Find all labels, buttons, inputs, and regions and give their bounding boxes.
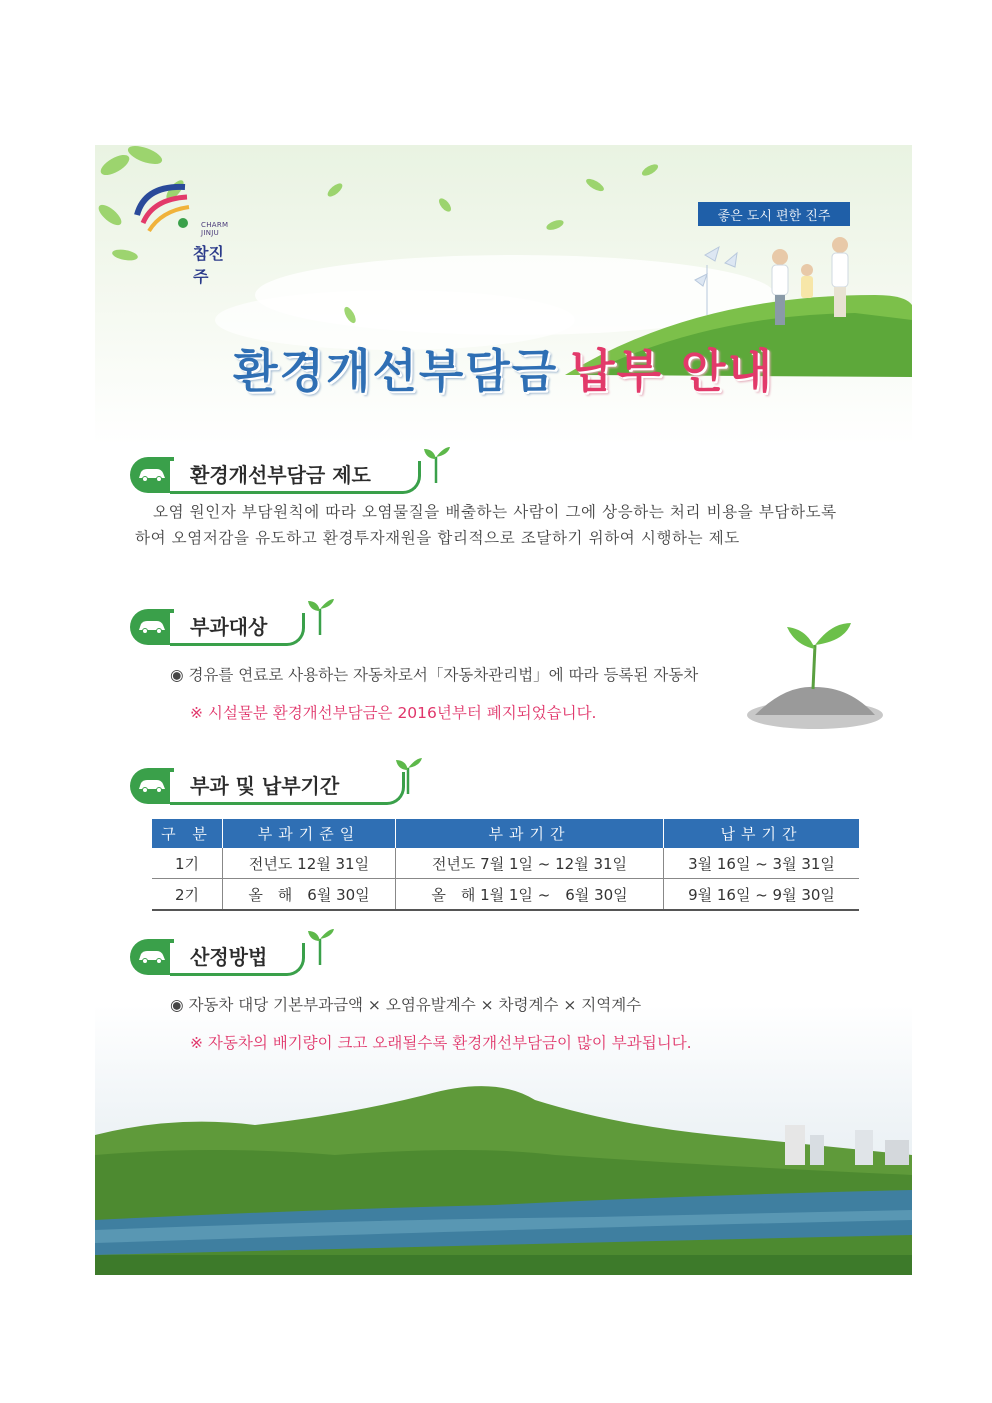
method-bullet: ◉ 자동차 대당 기본부과금액 × 오염유발계수 × 차령계수 × 지역계수: [170, 996, 642, 1014]
title-part-2: 납부 안내: [570, 344, 774, 398]
logo-city-text: 참진주: [193, 244, 224, 286]
table-cell: 전년도 12월 31일: [223, 848, 396, 879]
column-header: 납부기간: [664, 819, 860, 848]
sprout-icon: [422, 443, 452, 483]
column-header: 부과기준일: [223, 819, 396, 848]
car-icon: [130, 609, 174, 645]
page-title: [95, 335, 912, 405]
table-header-row: [152, 819, 859, 848]
section-title: 부과대상: [190, 615, 268, 639]
car-icon: [130, 768, 174, 804]
period-table: [152, 819, 859, 911]
sprout-soil-illustration: [735, 615, 885, 735]
table-cell: 9월 16일 ~ 9월 30일: [664, 879, 860, 911]
table-cell: 1기: [152, 848, 223, 879]
table-cell: 전년도 7월 1일 ~ 12월 31일: [396, 848, 664, 879]
column-header: 구 분: [152, 819, 223, 848]
title-part-1: 환경개선부담금: [233, 344, 559, 398]
logo-emblem-icon: [125, 175, 205, 245]
method-note: ※ 자동차의 배기량이 크고 오래될수록 환경개선부담금이 많이 부과됩니다.: [190, 1034, 692, 1052]
table-cell: 올 해 6월 30일: [223, 879, 396, 911]
table-cell: 올 해 1월 1일 ~ 6월 30일: [396, 879, 664, 911]
city-slogan: 좋은 도시 편한 진주: [698, 202, 850, 226]
car-icon: [130, 939, 174, 975]
logo-small-text: CHARM JINJU: [201, 221, 229, 237]
table-row: [152, 879, 859, 911]
table-row: [152, 848, 859, 879]
table-cell: 3월 16일 ~ 3월 31일: [664, 848, 860, 879]
notice-page: [95, 145, 912, 1275]
section-title: 산정방법: [190, 945, 268, 969]
target-bullet: ◉ 경유를 연료로 사용하는 자동차로서「자동차관리법」에 따라 등록된 자동차: [170, 666, 699, 684]
sprout-icon: [394, 754, 424, 794]
header-banner: [95, 145, 912, 445]
system-description: 오염 원인자 부담원칙에 따라 오염물질을 배출하는 사람이 그에 상응하는 처리 비용을 부담하도록 하여 오염저감을 유도하고 환경투자재원을 합리적으로 조달하기 위하여 시행하는 제도: [135, 503, 837, 547]
city-logo: [125, 175, 235, 286]
section-title: 부과 및 납부기간: [190, 774, 340, 798]
column-header: 부과기간: [396, 819, 664, 848]
table-cell: 2기: [152, 879, 223, 911]
target-note: ※ 시설물분 환경개선부담금은 2016년부터 폐지되었습니다.: [190, 704, 597, 722]
car-icon: [130, 457, 174, 493]
section-title: 환경개선부담금 제도: [190, 463, 371, 487]
sprout-icon: [306, 595, 336, 635]
sprout-icon: [306, 925, 336, 965]
